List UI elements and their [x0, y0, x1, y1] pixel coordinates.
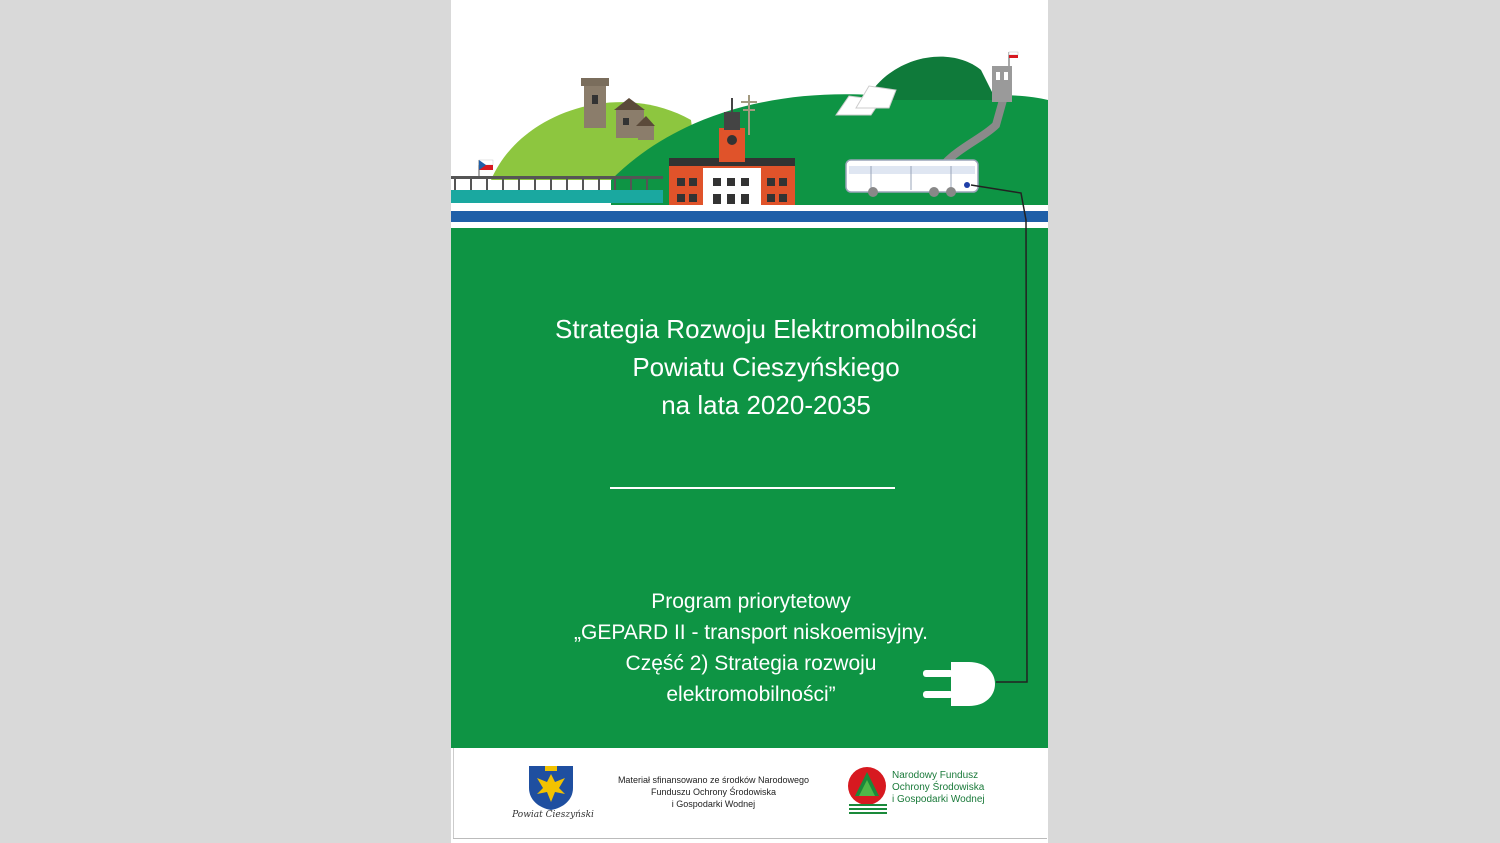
- funding-line-2: Funduszu Ochrony Środowiska: [650, 787, 777, 797]
- funding-note: [601, 774, 826, 810]
- ski-tower: [992, 66, 1012, 102]
- program-line-1: Program priorytetowy: [651, 590, 851, 613]
- title-line-1: Strategia Rozwoju Elektromobilności: [555, 314, 977, 344]
- title-divider: [610, 487, 895, 489]
- funding-line-1: Materiał sfinansowano ze środków Narodowego: [617, 775, 810, 785]
- document-cover: [451, 0, 1048, 843]
- title-line-2: Powiatu Cieszyńskiego: [632, 352, 900, 382]
- nfos-line-1: Narodowy Fundusz: [892, 770, 979, 781]
- title-panel: [451, 236, 1048, 748]
- crest-icon: [525, 762, 577, 812]
- nfos-name: [892, 770, 1032, 806]
- program-line-2: „GEPARD II - transport niskoemisyjny.: [574, 621, 928, 644]
- nfos-line-3: i Gospodarki Wodnej: [892, 794, 985, 805]
- nfos-logo-icon: [846, 766, 892, 814]
- title-line-3: na lata 2020-2035: [661, 390, 871, 420]
- nfos-line-2: Ochrony Środowiska: [892, 782, 985, 793]
- footer: [451, 748, 1048, 843]
- document-title: [511, 310, 1021, 424]
- program-line-4: elektromobilności”: [666, 683, 836, 706]
- electric-bus-icon: [846, 160, 978, 197]
- plug-icon: [921, 656, 1001, 712]
- crest-label: Powiat Cieszyński: [512, 810, 594, 820]
- funding-line-3: i Gospodarki Wodnej: [671, 799, 756, 809]
- program-line-3: Część 2) Strategia rozwoju: [625, 652, 877, 675]
- cover-illustration: [451, 0, 1048, 236]
